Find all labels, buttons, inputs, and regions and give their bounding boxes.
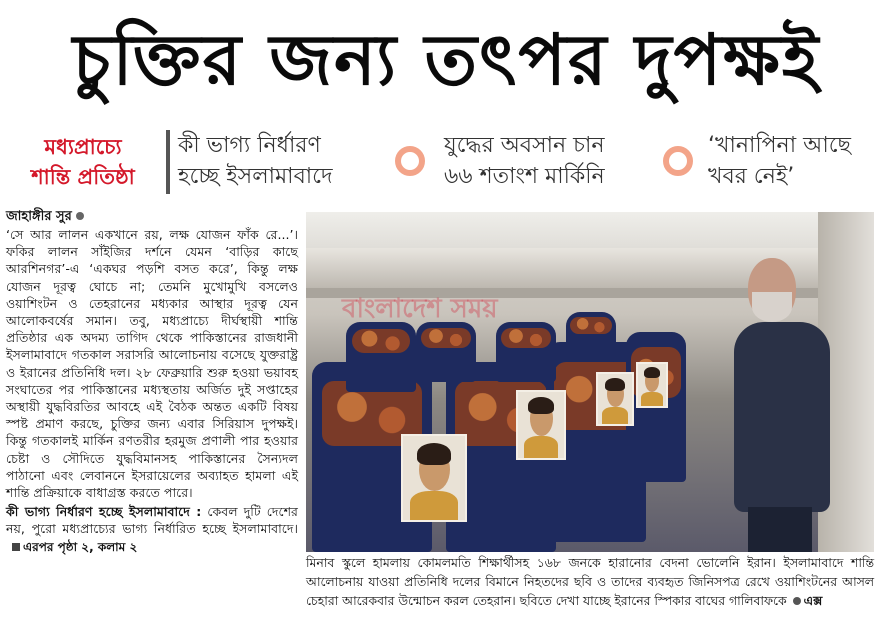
caption-text: মিনাব স্কুলে হামলায় কোমলমতি শিক্ষার্থীসহ ১৬৮ জনকে হারানোর বেদনা ভোলেনি ইরান। ইসলামাবাদে শান্তি আলোচনায় যাওয়া প্রতিনিধি দলের বিমানে নিহতদের ছবি ও তাদের ব্যবহৃত জিনিসপত্র রেখে ওয়াশিংটনের আসল চেহারা আরেকবার উন্মোচন করল তেহরান। ছবিতে দেখা যাচ্ছে ইরানের স্পিকার বাঘের গালিবাফকে	[306, 555, 874, 608]
article-body: ‘সে আর লালন একখানে রয়, লক্ষ যোজন ফাঁক রে...’। ফকির লালন সাঁইজির দর্শনে যেমন ‘বাড়ির কাছে আরশিনগর’-এ ‘একঘর পড়শি বসত করে’, কিন্তু লক্ষ যোজন দূরত্ব ঘোচে না; তেমনি মুখোমুখি বসলেও ওয়াশিংটন ও তেহরানের মধ্যকার আস্থার দূরত্ব যেন আলোকবর্ষের সমান। তবু, মধ্যপ্রাচ্যে দীর্ঘস্থায়ী শান্তি প্রতিষ্ঠার এক অদম্য তাগিদ থেকে পাকিস্তানের রাজধানী ইসলামাবাদে গতকাল সরাসরি আলোচনায় বসেছে যুক্তরাষ্ট্র ও ইরানের প্রতিনিধি দল। ২৮ ফেব্রুয়ারি শুরু হওয়া ভয়াবহ সংঘাতের পর পাকিস্তানের মধ্যস্থতায় অর্জিত দুই সপ্তাহের অস্থায়ী যুদ্ধবিরতির আবহে এই বৈঠক অন্তত একটি বিষয় স্পষ্ট প্রমাণ করছে, চুক্তির জন্য এবার সিরিয়াস দুপক্ষই। কিন্তু গতকালই মার্কিন রণতরীর হরমুজ প্রণালী পার হওয়ার চেষ্টা ও সৌদিতে যুদ্ধবিমানসহ পাকিস্তানের সৈন্যদল পাঠানো এবং লেবাননে ইসরায়েলের অব্যাহত হামলা এই শান্তি প্রক্রিয়াকে বাধাগ্রস্ত করতে পারে।	[6, 227, 298, 501]
photo-portrait	[401, 434, 467, 522]
subhead-2-line1: যুদ্ধের অবসান চান	[444, 133, 605, 158]
photo-portrait	[636, 362, 668, 408]
news-photo	[306, 212, 874, 552]
caption-dot-icon	[793, 597, 801, 605]
kicker-divider	[166, 130, 170, 194]
circle-bullet-icon	[395, 146, 425, 176]
byline	[6, 208, 298, 226]
kicker-line2: শান্তি প্রতিষ্ঠা	[31, 165, 135, 189]
photo-seat	[346, 322, 416, 392]
kicker-line1: মধ্যপ্রাচ্যে	[44, 135, 122, 159]
subhead-1-line1: কী ভাগ্য নির্ধারণ	[178, 133, 321, 158]
byline-author: জাহাঙ্গীর সুর	[6, 209, 72, 224]
photo-caption	[306, 553, 874, 619]
photo-seat	[566, 312, 616, 362]
circle-bullet-icon	[663, 146, 693, 176]
teaser-body: কেবল দুটি দেশের নয়, পুরো মধ্যপ্রাচ্যের ভাগ্য নির্ধারিত হচ্ছে ইসলামাবাদে।	[6, 504, 298, 537]
headline: চুক্তির জন্য তৎপর দুপক্ষই	[72, 18, 821, 101]
photo-portrait	[516, 390, 566, 460]
photo-portrait	[596, 372, 634, 426]
photo-seat	[496, 322, 556, 382]
subhead-2[interactable]	[444, 130, 605, 192]
subhead-3[interactable]	[708, 130, 851, 192]
photo-speaker-figure	[726, 252, 836, 552]
continued-link[interactable]: এরপর পৃষ্ঠা ২, কলাম ২	[23, 539, 138, 554]
teaser-heading: কী ভাগ্য নির্ধারণ হচ্ছে ইসলামাবাদে :	[6, 504, 202, 520]
subhead-2-line2: ৬৬ শতাংশ মার্কিনি	[444, 164, 605, 189]
kicker	[8, 132, 158, 192]
byline-dot-icon	[76, 212, 84, 220]
subheads-bar	[0, 124, 893, 204]
article-column	[6, 208, 298, 618]
subhead-1[interactable]	[178, 130, 333, 192]
subhead-1-line2: হচ্ছে ইসলামাবাদে	[178, 164, 333, 189]
square-bullet-icon	[12, 543, 20, 551]
photo-watermark: বাংলাদেশ সময়	[342, 294, 498, 324]
article-teaser	[6, 503, 298, 556]
photo-credit: এক্স	[803, 593, 823, 608]
subhead-3-line1: ‘খানাপিনা আছে	[708, 133, 851, 158]
subhead-3-line2: খবর নেই’	[708, 164, 795, 189]
